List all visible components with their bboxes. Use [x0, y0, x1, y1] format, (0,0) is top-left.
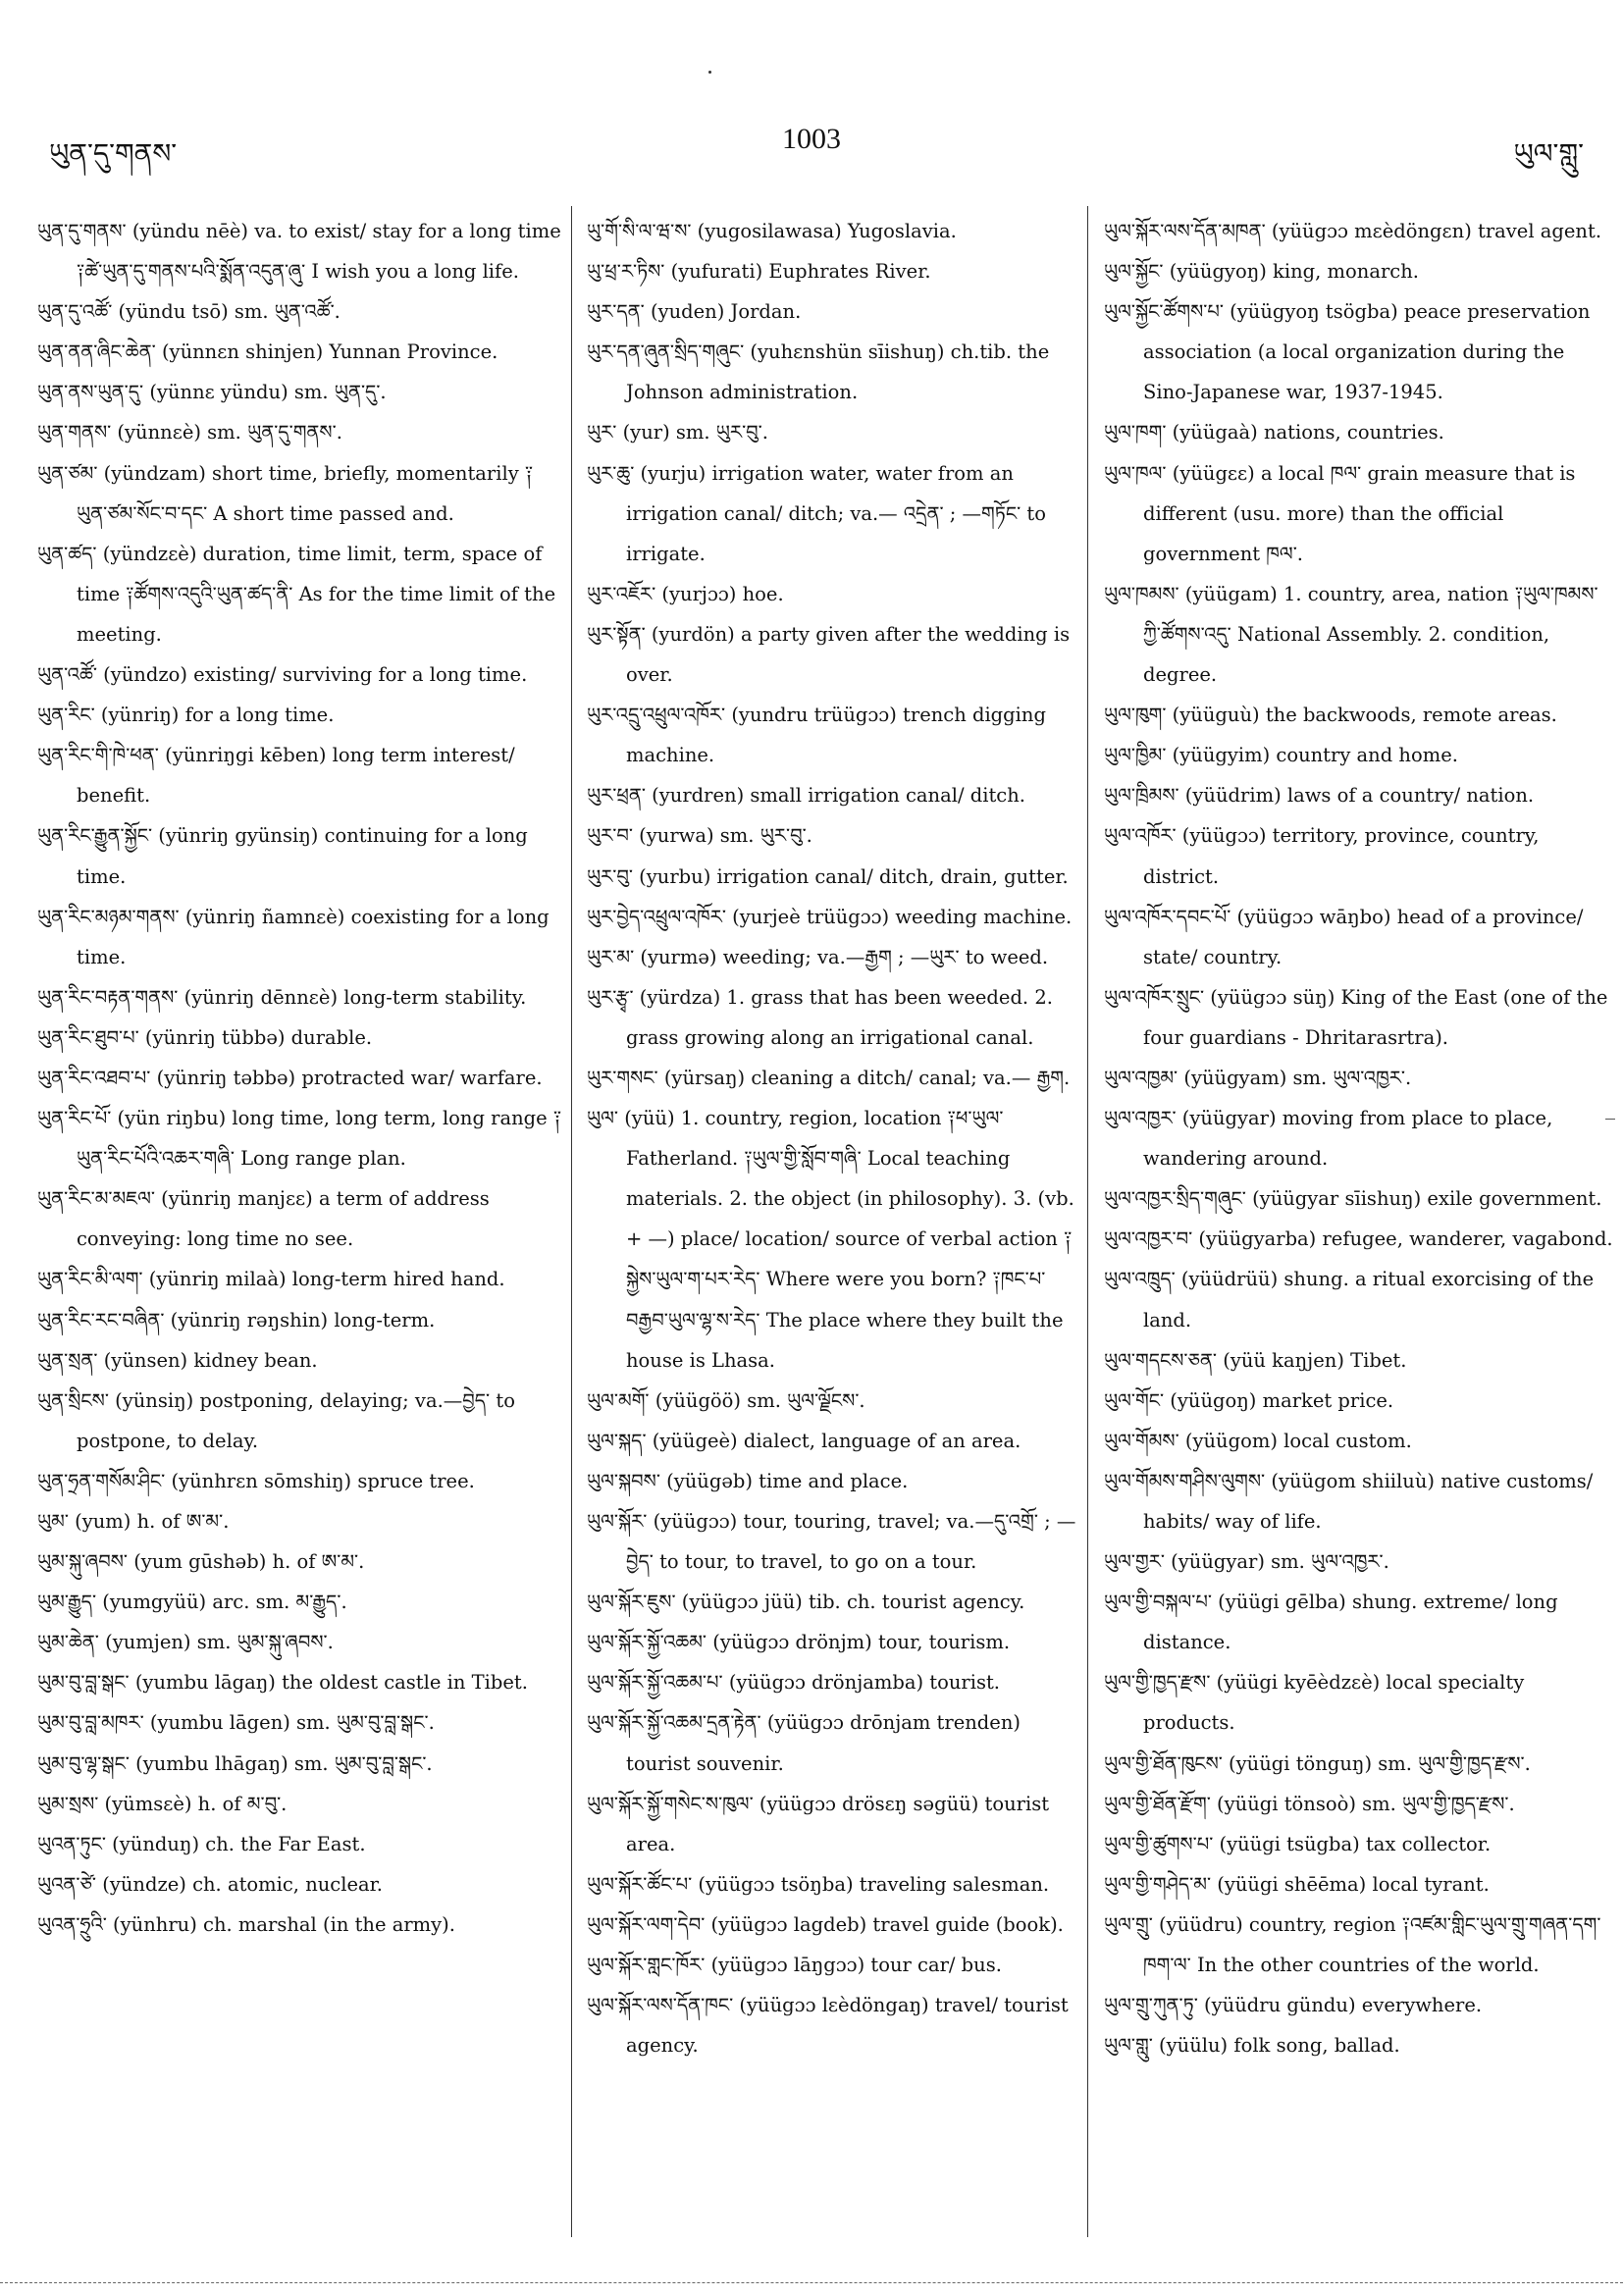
dictionary-entry: ཡུལ་འཁོར་དབང་པོ་ (yüügɔɔ wāŋbo) head of a province/ state/ country. [1104, 905, 1584, 968]
dictionary-entry: ཡུ་གོ་སི་ལ་ཝ་ས་ (yugosilawasa) Yugoslavia. [587, 220, 957, 242]
dictionary-entry: ཡུན་རིང་རྒྱུན་སྐྱོང་ (yünriŋ gyünsiŋ) continuing for a long time. [37, 824, 528, 888]
dictionary-entry: ཡུན་རིང་རང་བཞིན་ (yünriŋ rəŋshin) long-term. [37, 1308, 436, 1331]
dictionary-entry: ཡུན་དུ་གནས་ (yündu nēè) va. to exist/ stay for a long time ༑ཚེ་ཡུན་དུ་གནས་པའི་སྨོན་འདུན་ཞུ་ I wish you a long life. [37, 220, 561, 284]
dictionary-entry: ཡུལ་སྐྱོང་ (yüügyoŋ) king, monarch. [1104, 260, 1419, 284]
dictionary-entry: ཡུལ་ (yüü) 1. country, region, location ༑ཕ་ཡུལ་ Fatherland. ༑ཡུལ་གྱི་སློབ་གཞི་ Local teaching materials. 2. the object (in philosophy). 3. (vb. + —) place/ location/ source of verbal action ༑སྐྱེས་ཡུལ་ག་པར་རེད་ Where were you born? ༑ཁང་པ་བརྒྱབ་ཡུལ་ལྷ་ས་རེད་ The place where they built the house is Lhasa. [587, 1107, 1074, 1372]
dictionary-entry: ཡུར་དན་ (yuden) Jordan. [587, 300, 802, 324]
dictionary-entry: ཡུལ་འཁྱར་བ་ (yüügyarba) refugee, wanderer, vagabond. [1104, 1227, 1613, 1251]
column-divider [571, 206, 572, 2237]
dictionary-entry: ཡུར་དན་ཞུན་སྲིད་གཞུང་ (yuhɛnshün sīishuŋ) ch.tib. the Johnson administration. [587, 340, 1050, 404]
dictionary-entry: ཡུན་དུ་འཚོ་ (yündu tsō) sm. ཡུན་འཚོ་. [37, 300, 340, 324]
dictionary-entry: ཡུལ་སྐབས་ (yüügəb) time and place. [587, 1469, 909, 1492]
dictionary-entry: ཡུལ་གདངས་ཅན་ (yüü kaŋjen) Tibet. [1104, 1348, 1407, 1372]
dictionary-entry: ཡུམ་སྲས་ (yümsɛè) h. of མ་བུ་. [37, 1792, 288, 1815]
dictionary-entry: ཡུན་ཙམ་ (yündzam) short time, briefly, momentarily ༑ཡུན་ཙམ་སོང་བ་དང་ A short time passed and. [37, 461, 534, 525]
dictionary-entry: ཡུལ་གྱི་ཚུགས་པ་ (yüügi tsügba) tax collector. [1104, 1832, 1492, 1855]
dictionary-entry: ཡུལ་གྱི་གཤེད་མ་ (yüügi shēēma) local tyrant. [1104, 1872, 1490, 1896]
dictionary-entry: ཡུན་རིང་པོ་ (yün riŋbu) long time, long term, long range ༑ཡུན་རིང་པོའི་འཆར་གཞི་ Long range plan. [37, 1107, 562, 1171]
dictionary-entry: ཡུལ་སྐོར་ལས་དོན་མཁན་ (yüügɔɔ mɛèdöngɛn) travel agent. [1104, 220, 1602, 242]
right-guide-word: ཡུལ་གླུ་ [1513, 137, 1584, 170]
dictionary-entry: ཡུལ་ཁག་ (yüügaà) nations, countries. [1104, 421, 1444, 444]
dictionary-entry: ཡུན་རིང་བརྟན་གནས་ (yünriŋ dēnnɛè) long-term stability. [37, 985, 527, 1009]
dictionary-entry: ཡུལ་གྱི་བསྐལ་པ་ (yüügi gēlba) shung. extreme/ long distance. [1104, 1591, 1558, 1654]
dictionary-entry: ཡུར་རྩྭ་ (yürdza) 1. grass that has been weeded. 2. grass growing along an irrigational canal. [587, 985, 1053, 1049]
dictionary-entry: ཡུན་རིང་མ་མཇལ་ (yünriŋ manjɛɛ) a term of address conveying: long time no see. [37, 1187, 490, 1251]
dictionary-entry: ཡུལ་སྐོར་སྐྱོ་འཆམ་དྲན་རྟེན་ (yüügɔɔ drōnjam trenden) tourist souvenir. [587, 1711, 1021, 1775]
dictionary-entry: ཡུར་སྟོན་ (yurdön) a party given after the wedding is over. [587, 622, 1071, 687]
dictionary-entry: ཡུལ་སྐྱོང་ཚོགས་པ་ (yüügyoŋ tsögba) peace preservation association (a local organization during the Sino-Japanese war, 1937-1945. [1104, 300, 1591, 404]
dictionary-entry: ཡུན་གནས་ (yünnɛè) sm. ཡུན་དུ་གནས་. [37, 421, 342, 444]
dictionary-entry: ཡུར་མ་ (yurmə) weeding; va.—རྒྱག ; —ཡུར་ to weed. [587, 945, 1049, 968]
dictionary-entry: ཡུལ་འཁོར་ (yüügɔɔ) territory, province, country, district. [1104, 824, 1540, 888]
dictionary-entry: ཡུལ་ཁུག་ (yüüguù) the backwoods, remote areas. [1104, 704, 1557, 727]
dictionary-entry: ཡུལ་གྱར་ (yüügyar) sm. ཡུལ་འཁྱར་. [1104, 1550, 1389, 1574]
dictionary-entry: ཡུར་བ་ (yurwa) sm. ཡུར་བུ་. [587, 824, 812, 848]
dictionary-entry: ཡུལ་ཁམས་ (yüügam) 1. country, area, nation ༑ཡུལ་ཁམས་ཀྱི་ཚོགས་འདུ་ National Assembly. 2. condition, degree. [1104, 582, 1598, 687]
bottom-edge-line [0, 2282, 1623, 2283]
dictionary-entry: ཡུལ་སྐོར་ལས་དོན་ཁང་ (yüügɔɔ lɛèdöngaŋ) travel/ tourist agency. [587, 1994, 1069, 2058]
dictionary-entry: ཡུལ་གྱི་ཐོན་ཁུངས་ (yüügi tönguŋ) sm. ཡུལ་གྱི་ཁྱད་རྫས་. [1104, 1751, 1531, 1775]
dictionary-entry: ཡུན་འཚོ་ (yündzo) existing/ surviving for a long time. [37, 663, 528, 687]
dictionary-entry: ཡུམ་ (yum) h. of ཨ་མ་. [37, 1510, 230, 1533]
dictionary-entry: ཡུལ་འཁོར་སྲུང་ (yüügɔɔ süŋ) King of the East (one of the four guardians - Dhritarasrtra). [1104, 985, 1608, 1049]
dictionary-entry: ཡུན་ནས་ཡུན་དུ་ (yünnɛ yündu) sm. ཡུན་དུ་. [37, 381, 387, 404]
left-guide-word: ཡུན་དུ་གནས་ [49, 137, 178, 170]
dictionary-entry: ཡུན་རིང་གི་ཁེ་ཕན་ (yünriŋgi kēben) long term interest/ benefit. [37, 744, 515, 808]
speck-mark [708, 71, 711, 74]
dictionary-entry: ཡུའན་ཙེ་ (yündze) ch. atomic, nuclear. [37, 1872, 384, 1896]
column-divider [1087, 206, 1088, 2237]
dictionary-entry: ཡུལ་གྲུ་ཀུན་ཏུ་ (yüüdru gündu) everywhere. [1104, 1994, 1483, 2017]
dictionary-entry: ཡུལ་འཁྲུད་ (yüüdrüü) shung. a ritual exorcising of the land. [1104, 1268, 1595, 1331]
dictionary-entry: ཡུར་འདྲུ་འཕྲུལ་འཁོར་ (yundru trüügɔɔ) trench digging machine. [587, 704, 1046, 767]
dictionary-entry: ཡུན་རིང་འཐབ་པ་ (yünriŋ təbbə) protracted war/ warfare. [37, 1066, 543, 1089]
dictionary-entry: ཡུར་བྱེད་འཕྲུལ་འཁོར་ (yurjeè trüügɔɔ) weeding machine. [587, 905, 1073, 928]
dictionary-entry: ཡུལ་ཁལ་ (yüügɛɛ) a local ཁལ་ grain measure that is different (usu. more) than the official government ཁལ་. [1104, 461, 1576, 565]
dictionary-entry: ཡུན་སྲན་ (yünsen) kidney bean. [37, 1348, 318, 1372]
dictionary-entry: ཡུལ་སྐོར་ཇུས་ (yüügɔɔ jüü) tib. ch. tourist agency. [587, 1591, 1025, 1614]
dictionary-entry: ཡུན་ནན་ཞིང་ཆེན་ (yünnɛn shinjen) Yunnan Province. [37, 340, 498, 364]
dictionary-entry: ཡུལ་ཁྱིམ་ (yüügyim) country and home. [1104, 744, 1458, 767]
page-number: 1003 [782, 123, 841, 155]
dictionary-entry: ཡུན་རིང་ (yünriŋ) for a long time. [37, 704, 335, 727]
dictionary-entry: ཡུན་རིང་ཐུབ་པ་ (yünriŋ tübbə) durable. [37, 1025, 373, 1049]
dictionary-entry: ཡུམ་བུ་བླ་མཁར་ (yumbu lāgen) sm. ཡུམ་བུ་བླ་སྒང་. [37, 1711, 435, 1735]
dictionary-column-3 [1104, 211, 1614, 2227]
dictionary-entry: ཡུར་གསང་ (yürsaŋ) cleaning a ditch/ canal; va.— རྒྱག. [587, 1066, 1071, 1089]
dictionary-entry: ཡུར་འཇོར་ (yurjɔɔ) hoe. [587, 582, 784, 605]
dictionary-entry: ཡུ་ཕྲ་ར་ཏིས་ (yufurati) Euphrates River. [587, 260, 931, 284]
dictionary-entry: ཡུལ་སྐོར་ (yüügɔɔ) tour, touring, travel; va.—དུ་འགྲོ་ ; —བྱེད་ to tour, to travel, to go on a tour. [587, 1510, 1076, 1574]
dictionary-entry: ཡུམ་སྐུ་ཞབས་ (yum gūshəb) h. of ཨ་མ་. [37, 1550, 365, 1574]
dictionary-entry: ཡུལ་སྐོར་ལག་དེབ་ (yüügɔɔ lagdeb) travel guide (book). [587, 1912, 1064, 1936]
dictionary-entry: ཡུལ་སྐོར་སྐྱོ་འཆམ་པ་ (yüügɔɔ drönjamba) tourist. [587, 1671, 1001, 1695]
dictionary-entry: ཡུན་རིང་མཉམ་གནས་ (yünriŋ ñamnɛè) coexisting for a long time. [37, 905, 550, 968]
dictionary-column-1 [37, 211, 562, 2227]
margin-mark [1605, 1119, 1615, 1120]
dictionary-entry: ཡུལ་གླུ་ (yüülu) folk song, ballad. [1104, 2034, 1400, 2058]
dictionary-entry: ཡུལ་འཁྱམ་ (yüügyam) sm. ཡུལ་འཁྱར་. [1104, 1066, 1412, 1089]
dictionary-entry: ཡུའན་ཧྲུའི་ (yünhru) ch. marshal (in the army). [37, 1912, 455, 1936]
dictionary-entry: ཡུལ་སྐོར་སྐྱོ་འཆམ་ (yüügɔɔ drönjm) tour, tourism. [587, 1631, 1011, 1654]
dictionary-entry: ཡུན་ཚད་ (yündzɛè) duration, time limit, term, space of time ༑ཚོགས་འདུའི་ཡུན་ཚད་ནི་ As for the time limit of the meeting. [37, 542, 556, 646]
dictionary-entry: ཡུལ་གྱི་ཁྱད་རྫས་ (yüügi kyēèdzɛè) local specialty products. [1104, 1671, 1525, 1735]
dictionary-entry: ཡུལ་སྐད་ (yüügeè) dialect, language of an area. [587, 1429, 1021, 1452]
dictionary-entry: ཡུལ་སྐོར་སྐྱོ་གསེང་ས་ཁུལ་ (yüügɔɔ drösɛŋ səgüü) tourist area. [587, 1792, 1050, 1855]
dictionary-entry: ཡུལ་གོམས་གཤིས་ལུགས་ (yüügom shiiluù) native customs/ habits/ way of life. [1104, 1469, 1594, 1533]
dictionary-entry: ཡུར་ (yur) sm. ཡུར་བུ་. [587, 421, 768, 444]
dictionary-entry: ཡུར་ཕྲན་ (yurdren) small irrigation canal/ ditch. [587, 784, 1025, 808]
dictionary-column-2 [587, 211, 1087, 2227]
dictionary-entry: ཡུལ་མགོ་ (yüügöö) sm. ཡུལ་ལྗོངས་. [587, 1388, 865, 1412]
dictionary-entry: ཡུལ་སྐོར་ཚོང་པ་ (yüügɔɔ tsöŋba) traveling salesman. [587, 1872, 1050, 1896]
dictionary-entry: ཡུམ་བུ་བླ་སྒང་ (yumbu lāgaŋ) the oldest castle in Tibet. [37, 1671, 528, 1695]
dictionary-entry: ཡུའན་ཏུང་ (yünduŋ) ch. the Far East. [37, 1832, 366, 1855]
dictionary-entry: ཡུམ་བུ་ལྷ་སྒང་ (yumbu lhāgaŋ) sm. ཡུམ་བུ་བླ་སྒང་. [37, 1751, 433, 1775]
dictionary-entry: ཡུལ་འཁྱར་ (yüügyar) moving from place to place, wandering around. [1104, 1107, 1553, 1171]
dictionary-entry: ཡུར་བུ་ (yurbu) irrigation canal/ ditch, drain, gutter. [587, 864, 1069, 888]
dictionary-entry: ཡུམ་རྒྱུད་ (yumgyüü) arc. sm. མ་རྒྱུད་. [37, 1591, 347, 1614]
dictionary-entry: ཡུན་སྲིངས་ (yünsiŋ) postponing, delaying; va.—བྱེད་ to postpone, to delay. [37, 1388, 515, 1452]
dictionary-entry: ཡུམ་ཆེན་ (yumjen) sm. ཡུམ་སྐུ་ཞབས་. [37, 1631, 334, 1654]
dictionary-entry: ཡུལ་ཁྲིམས་ (yüüdrim) laws of a country/ nation. [1104, 784, 1535, 808]
dictionary-entry: ཡུལ་གྱི་ཐོན་རྫོག་ (yüügi tönsoò) sm. ཡུལ་གྱི་ཁྱད་རྫས་. [1104, 1792, 1515, 1815]
dictionary-entry: ཡུན་ཧྲན་གསོམ་ཤིང་ (yünhrɛn sōmshiŋ) spruce tree. [37, 1469, 475, 1492]
dictionary-entry: ཡུར་ཆུ་ (yurju) irrigation water, water from an irrigation canal/ ditch; va.— འདྲེན་ ; —གཏོང་ to irrigate. [587, 461, 1046, 565]
dictionary-entry: ཡུལ་འཁྱར་སྲིད་གཞུང་ (yüügyar sīishuŋ) exile government. [1104, 1187, 1602, 1211]
dictionary-entry: ཡུལ་གོམས་ (yüügom) local custom. [1104, 1429, 1412, 1452]
dictionary-entry: ཡུལ་གྲུ་ (yüüdru) country, region ༑འཛམ་གླིང་ཡུལ་གྲུ་གཞན་དག་ཁག་ལ་ In the other countries of the world. [1104, 1912, 1601, 1977]
dictionary-entry: ཡུན་རིང་མི་ལག་ (yünriŋ milaà) long-term hired hand. [37, 1268, 505, 1291]
dictionary-entry: ཡུལ་གོང་ (yüügoŋ) market price. [1104, 1388, 1394, 1412]
dictionary-entry: ཡུལ་སྐོར་གླང་ཁོར་ (yüügɔɔ lāŋgɔɔ) tour car/ bus. [587, 1954, 1002, 1977]
